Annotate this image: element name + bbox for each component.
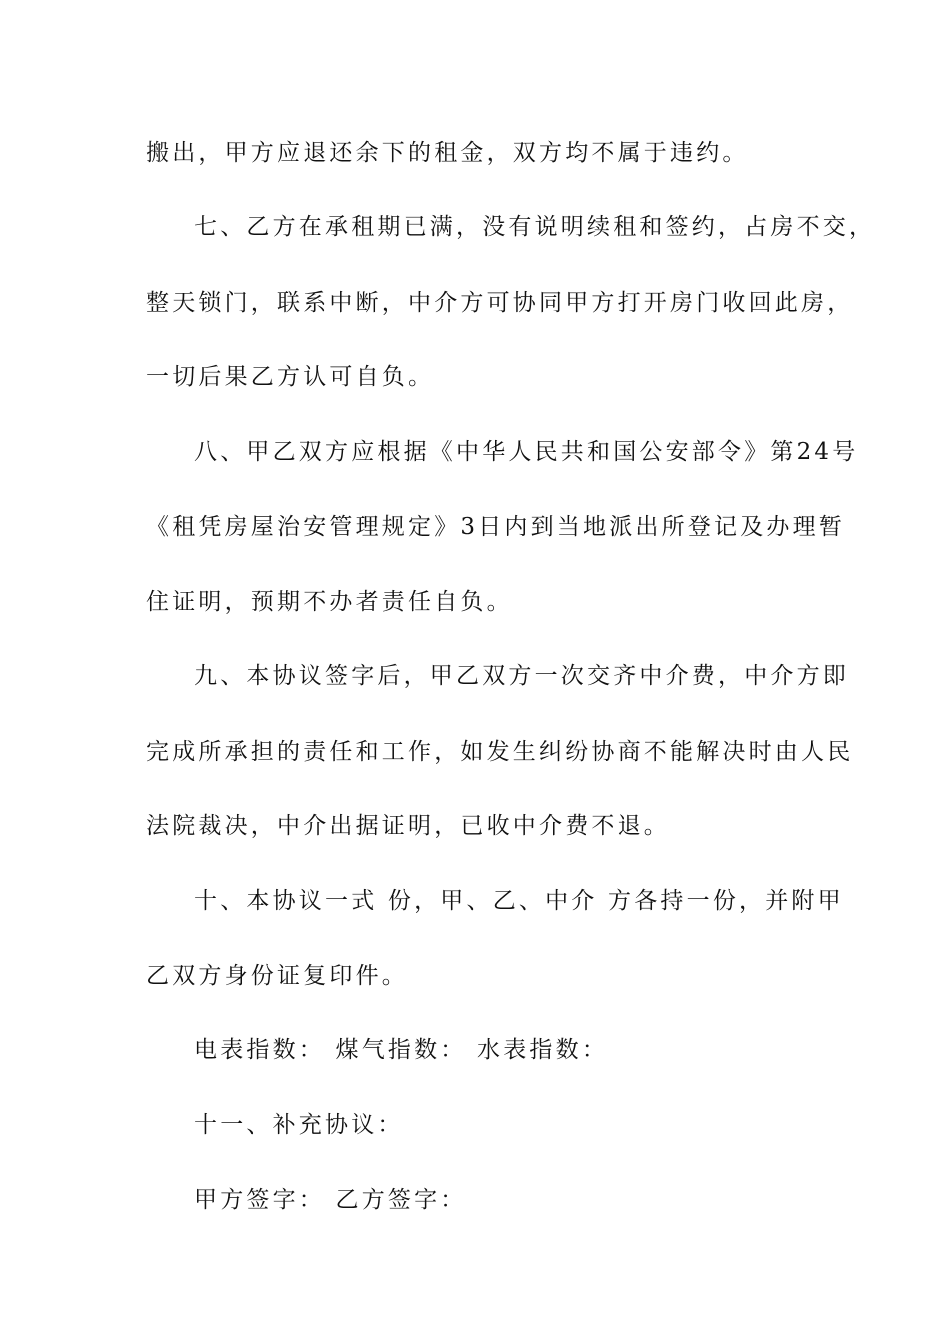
clause-10-line-1: 十、本协议一式 份，甲、乙、中介 方各持一份，并附甲 [194,888,844,914]
clause-8-line-1: 八、甲乙双方应根据《中华人民共和国公安部令》第24号 [194,439,859,465]
clause-7-line-3: 一切后果乙方认可自负。 [146,364,435,390]
clause-9-line-3: 法院裁决，中介出据证明，已收中介费不退。 [146,813,670,839]
clause-11-supplementary: 十一、补充协议： [194,1112,404,1138]
clause-9-line-2: 完成所承担的责任和工作，如发生纠纷协商不能解决时由人民 [146,739,854,765]
clause-7-line-2: 整天锁门，联系中断，中介方可协同甲方打开房门收回此房， [146,290,854,316]
clause-9-line-1: 九、本协议签字后，甲乙双方一次交齐中介费，中介方即 [194,663,849,689]
clause-10-line-2: 乙双方身份证复印件。 [146,963,408,989]
signature-line: 甲方签字： 乙方签字： [194,1187,467,1213]
clause-7-line-1: 七、乙方在承租期已满，没有说明续租和签约，占房不交， [194,214,876,240]
clause-8-line-2: 《租凭房屋治安管理规定》3日内到当地派出所登记及办理暂 [146,514,846,540]
text-line: 搬出，甲方应退还余下的租金，双方均不属于违约。 [146,140,749,166]
clause-8-line-3: 住证明，预期不办者责任自负。 [146,589,513,615]
meter-readings-line: 电表指数： 煤气指数： 水表指数： [194,1037,609,1063]
